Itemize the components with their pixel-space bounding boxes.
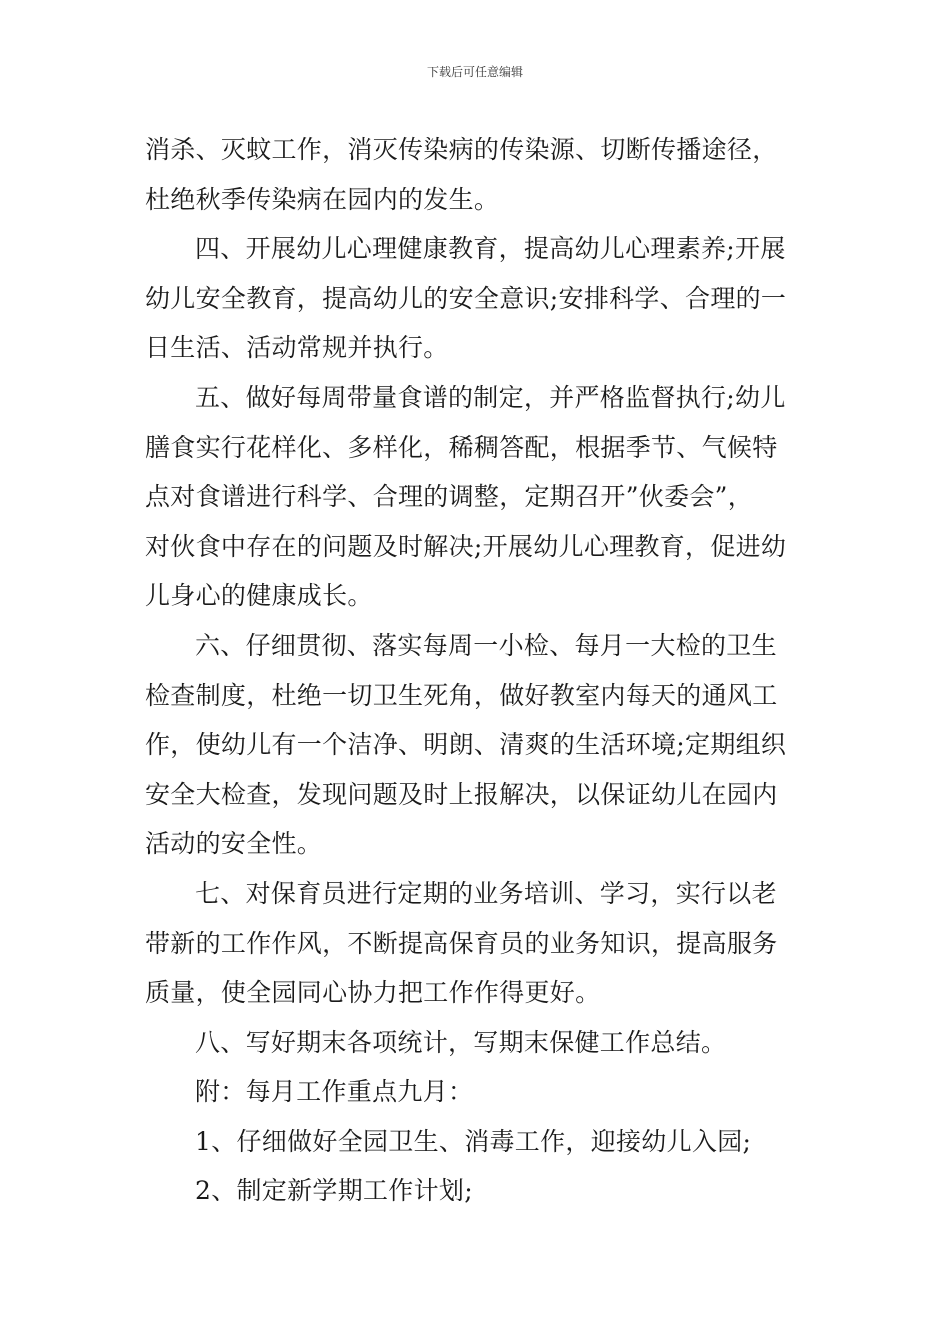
text-line: 儿身心的健康成长。 xyxy=(145,581,373,611)
text-line: 幼儿安全教育，提高幼儿的安全意识;安排科学、合理的一 xyxy=(145,283,787,313)
text-line: 杜绝秋季传染病在园内的发生。 xyxy=(145,184,500,214)
text-line: 日生活、活动常规并执行。 xyxy=(145,333,449,363)
paragraph-start-line: 附：每月工作重点九月： xyxy=(195,1077,474,1107)
document-body xyxy=(145,125,815,1216)
text-line: 安全大检查，发现问题及时上报解决，以保证幼儿在园内 xyxy=(145,779,778,809)
list-item-line: 1、仔细做好全园卫生、消毒工作，迎接幼儿入园; xyxy=(195,1126,752,1156)
text-line: 质量，使全园同心协力把工作作得更好。 xyxy=(145,978,601,1008)
text-line: 膳食实行花样化、多样化，稀稠答配，根据季节、气候特 xyxy=(145,432,778,462)
text-line: 检查制度，杜绝一切卫生死角，做好教室内每天的通风工 xyxy=(145,680,778,710)
text-line: 活动的安全性。 xyxy=(145,829,323,859)
list-item-line: 2、制定新学期工作计划; xyxy=(195,1176,473,1206)
text-line: 消杀、灭蚊工作，消灭传染病的传染源、切断传播途径， xyxy=(145,135,778,164)
text-line: 对伙食中存在的问题及时解决;开展幼儿心理教育，促进幼 xyxy=(145,531,787,561)
paragraph-start-line: 六、仔细贯彻、落实每周一小检、每月一大检的卫生 xyxy=(195,630,777,660)
text-line: 作，使幼儿有一个洁净、明朗、清爽的生活环境;定期组织 xyxy=(145,730,787,760)
page-header: 下载后可任意编辑 xyxy=(426,65,523,79)
paragraph-start-line: 四、开展幼儿心理健康教育，提高幼儿心理素养;开展 xyxy=(195,234,786,264)
text-line: 带新的工作作风，不断提高保育员的业务知识，提高服务 xyxy=(145,928,778,958)
paragraph-start-line: 五、做好每周带量食谱的制定，并严格监督执行;幼儿 xyxy=(195,382,786,412)
text-line: 点对食谱进行科学、合理的调整，定期召开”伙委会”， xyxy=(145,482,754,512)
paragraph-start-line: 七、对保育员进行定期的业务培训、学习，实行以老 xyxy=(195,878,777,908)
paragraph-start-line: 八、写好期末各项统计，写期末保健工作总结。 xyxy=(195,1027,727,1057)
